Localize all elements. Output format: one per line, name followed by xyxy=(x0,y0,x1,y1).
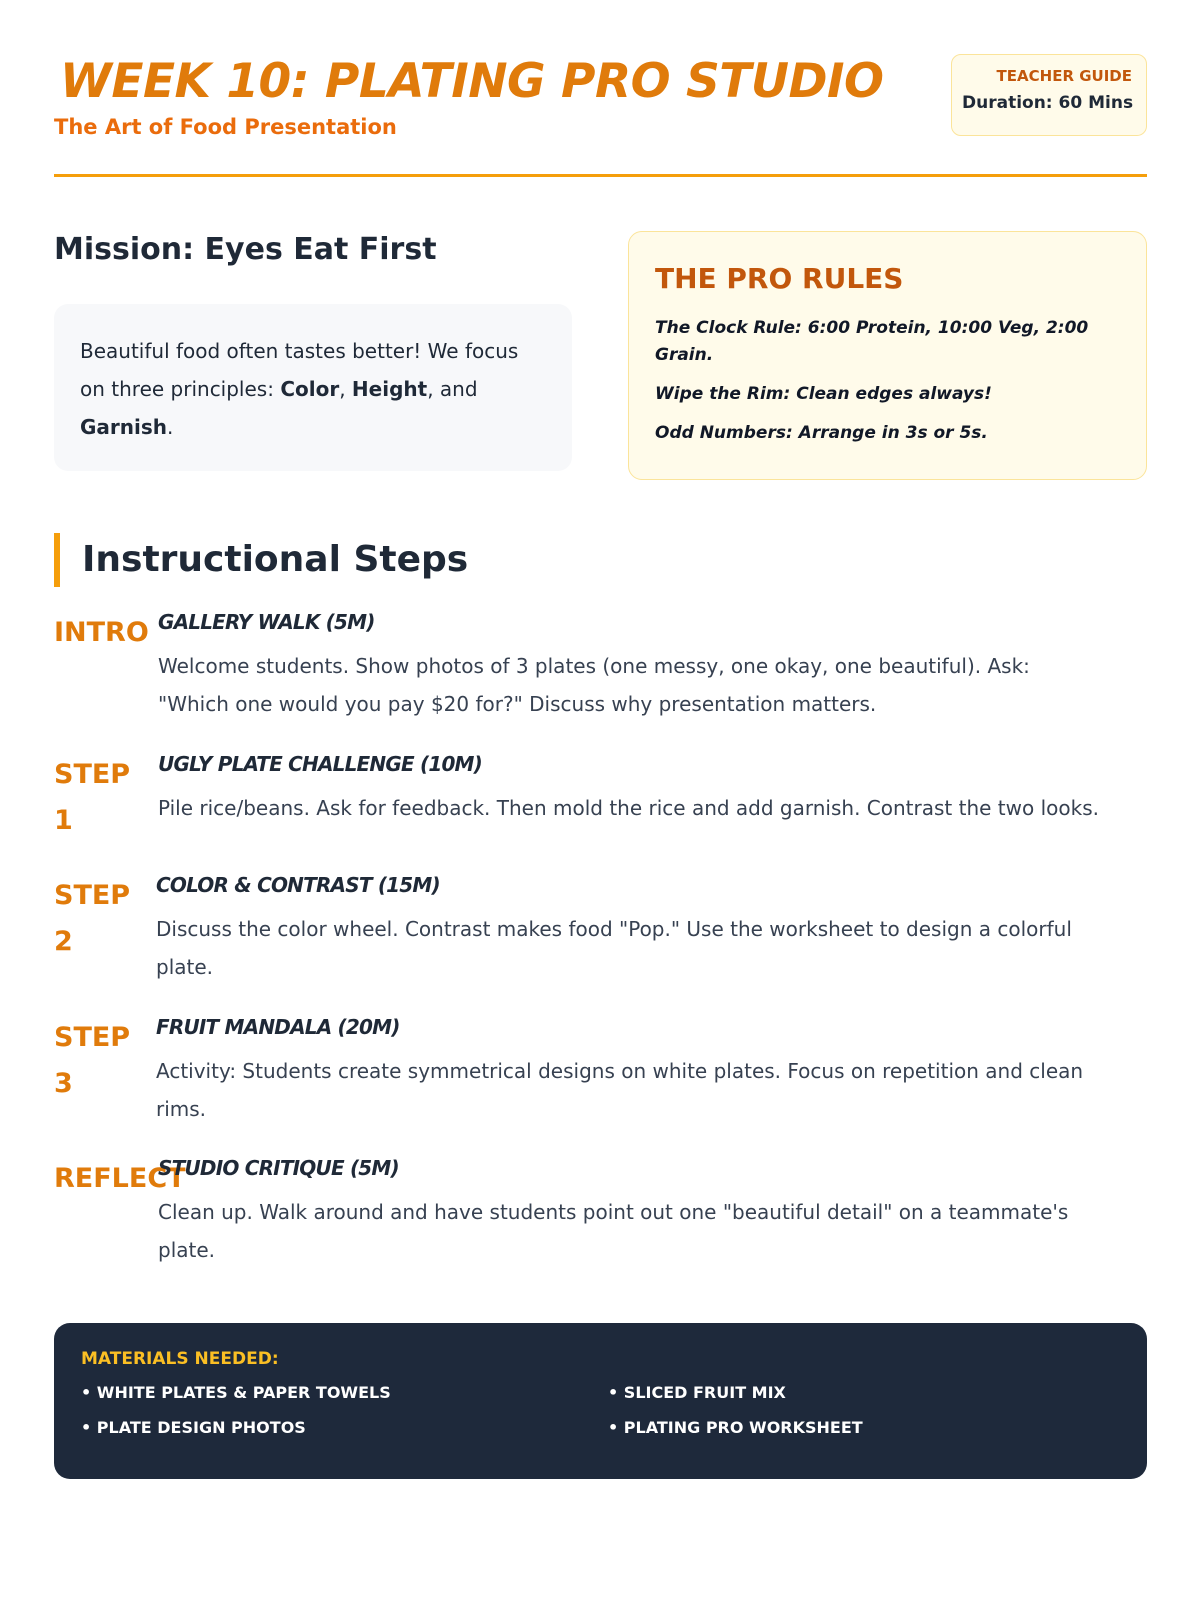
material-item: • PLATE DESIGN PHOTOS xyxy=(81,1418,306,1437)
step-name: COLOR & CONTRAST (15M) xyxy=(156,873,440,897)
principle-garnish: Garnish xyxy=(80,415,168,439)
duration-text: Duration: 60 Mins xyxy=(962,93,1134,113)
principle-color: Color xyxy=(280,377,340,401)
step-label: REFLECT xyxy=(54,1163,186,1194)
step-name: FRUIT MANDALA (20M) xyxy=(156,1015,400,1039)
rule-item: Odd Numbers: Arrange in 3s or 5s. xyxy=(655,423,988,443)
step-description: Discuss the color wheel. Contrast makes food "Pop." Use the worksheet to design a colorful plate. xyxy=(156,917,1072,979)
page-subtitle: The Art of Food Presentation xyxy=(54,115,397,139)
materials-panel xyxy=(54,1323,1147,1479)
mission-title: Mission: Eyes Eat First xyxy=(54,232,437,267)
mission-text: Beautiful food often tastes better! We focus on three principles: xyxy=(80,339,519,401)
page-header xyxy=(54,50,1147,180)
pro-rules-title: THE PRO RULES xyxy=(655,262,904,295)
step-description: Welcome students. Show photos of 3 plates (one messy, one okay, one beautiful). Ask: "Which one would you pay $20 for?" Discuss why presentation matters. xyxy=(158,654,1030,716)
step-description: Activity: Students create symmetrical designs on white plates. Focus on repetition and clean rims. xyxy=(156,1059,1084,1121)
mission-separator: , and xyxy=(427,377,478,401)
page-title: WEEK 10: PLATING PRO STUDIO xyxy=(60,54,884,109)
pro-rules-box xyxy=(628,231,1147,480)
step-name: UGLY PLATE CHALLENGE (10M) xyxy=(158,752,483,776)
step-description: Pile rice/beans. Ask for feedback. Then mold the rice and add garnish. Contrast the two looks. xyxy=(158,796,1099,820)
step-label: STEP 2 xyxy=(54,880,131,957)
materials-title: MATERIALS NEEDED: xyxy=(81,1349,279,1369)
step-name: STUDIO CRITIQUE (5M) xyxy=(158,1156,399,1180)
step-label: STEP 1 xyxy=(54,759,131,836)
step-label: STEP 3 xyxy=(54,1022,131,1099)
lesson-page xyxy=(54,0,1147,1600)
material-item: • WHITE PLATES & PAPER TOWELS xyxy=(81,1383,391,1402)
instructional-steps-title: Instructional Steps xyxy=(54,533,468,587)
mission-box xyxy=(54,304,572,471)
materials-list xyxy=(81,1383,1120,1437)
mission-text-end: . xyxy=(167,415,174,439)
step-description: Clean up. Walk around and have students point out one "beautiful detail" on a teammate's plate. xyxy=(158,1200,1069,1262)
rule-item: Wipe the Rim: Clean edges always! xyxy=(655,384,992,404)
material-item: • SLICED FRUIT MIX xyxy=(608,1383,786,1402)
teacher-guide-label: TEACHER GUIDE xyxy=(996,67,1132,85)
rule-item: The Clock Rule: 6:00 Protein, 10:00 Veg, 2:00 Grain. xyxy=(655,318,1089,365)
material-item: • PLATING PRO WORKSHEET xyxy=(608,1418,863,1437)
step-name: GALLERY WALK (5M) xyxy=(158,610,375,634)
principle-height: Height xyxy=(351,377,428,401)
step-label: INTRO xyxy=(54,617,149,648)
mission-separator: , xyxy=(339,377,352,401)
header-divider xyxy=(54,174,1147,177)
teacher-guide-badge xyxy=(951,54,1147,136)
